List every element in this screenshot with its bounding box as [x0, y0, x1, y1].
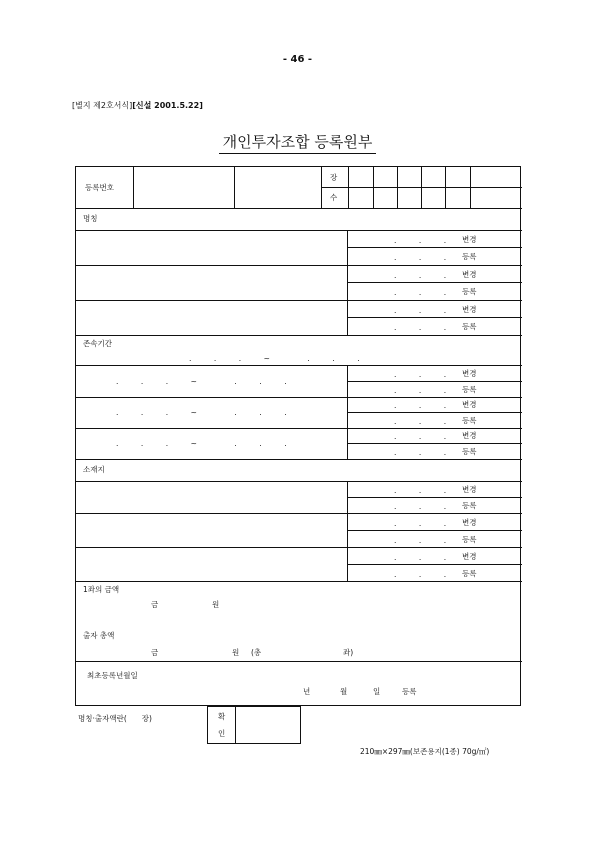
duration-label: 존속기간 [83, 339, 112, 348]
duration-range: . . . ~ . . . [116, 377, 287, 386]
unit-amount-label: 1좌의 금액 [83, 585, 120, 594]
duration-range: . . . ~ . . . [189, 354, 360, 363]
divider [347, 317, 522, 318]
divider [347, 412, 522, 413]
divider [76, 428, 522, 429]
date-dots: . . . [394, 236, 447, 245]
reg-no-label: 등록번호 [85, 183, 114, 192]
divider [76, 230, 522, 231]
name-amount-sheets-label: 명칭·출자액란( 장) [78, 714, 152, 723]
sheets-label-1: 장 [330, 173, 338, 182]
first-reg-day: 일 [373, 687, 381, 696]
divider [321, 187, 522, 188]
divider [133, 167, 134, 208]
divider [347, 564, 522, 565]
unit-amount-currency: 원 [212, 600, 220, 609]
date-dots: . . . [394, 486, 447, 495]
confirm-box [207, 706, 301, 744]
register-label: 등록 [462, 501, 477, 510]
date-dots: . . . [394, 271, 447, 280]
divider [76, 335, 522, 336]
divider [76, 459, 522, 460]
divider [347, 247, 522, 248]
register-label: 등록 [462, 535, 477, 544]
change-label: 변경 [462, 305, 477, 314]
divider [235, 707, 236, 743]
total-amount-label: 출자 총액 [83, 631, 115, 640]
divider [76, 300, 522, 301]
divider [347, 443, 522, 444]
date-dots: . . . [394, 519, 447, 528]
date-dots: . . . [394, 306, 447, 315]
divider [347, 530, 522, 531]
total-amount-won: 금 [151, 648, 159, 657]
divider [347, 381, 522, 382]
date-dots: . . . [394, 401, 447, 410]
divider [76, 208, 522, 209]
register-label: 등록 [462, 416, 477, 425]
date-dots: . . . [394, 570, 447, 579]
divider [347, 497, 522, 498]
date-dots: . . . [394, 502, 447, 511]
change-label: 변경 [462, 235, 477, 244]
date-dots: . . . [394, 253, 447, 262]
register-label: 등록 [462, 447, 477, 456]
form-tag [72, 100, 203, 111]
total-units-close: 좌) [343, 648, 354, 657]
change-label: 변경 [462, 431, 477, 440]
date-dots: . . . [394, 417, 447, 426]
form-tag-prefix: [별지 제2호서식] [72, 101, 133, 110]
first-reg-label: 최초등록년월일 [87, 671, 138, 680]
change-label: 변경 [462, 400, 477, 409]
date-dots: . . . [394, 323, 447, 332]
page-number: - 46 - [282, 54, 313, 65]
unit-amount-won: 금 [151, 600, 159, 609]
registration-form [75, 166, 521, 706]
divider [347, 282, 522, 283]
date-dots: . . . [394, 386, 447, 395]
form-title-text: 개인투자조합 등록원부 [219, 133, 377, 154]
total-amount-currency: 원 [232, 648, 240, 657]
paper-spec-footer: 210㎜×297㎜(보존용지(1종) 70g/㎡) [360, 747, 490, 756]
change-label: 변경 [462, 485, 477, 494]
register-label: 등록 [462, 252, 477, 261]
first-reg-suffix: 등록 [402, 687, 417, 696]
divider [76, 481, 522, 482]
date-dots: . . . [394, 432, 447, 441]
register-label: 등록 [462, 287, 477, 296]
divider [76, 581, 522, 582]
divider [76, 547, 522, 548]
name-label: 명칭 [83, 214, 98, 223]
duration-range: . . . ~ . . . [116, 439, 287, 448]
duration-range: . . . ~ . . . [116, 408, 287, 417]
divider [76, 397, 522, 398]
register-label: 등록 [462, 322, 477, 331]
change-label: 변경 [462, 518, 477, 527]
date-dots: . . . [394, 536, 447, 545]
date-dots: . . . [394, 448, 447, 457]
date-dots: . . . [394, 288, 447, 297]
divider [347, 481, 348, 581]
change-label: 변경 [462, 552, 477, 561]
confirm-label-1: 확 [218, 712, 226, 721]
divider [76, 661, 522, 662]
first-reg-month: 월 [340, 687, 348, 696]
location-label: 소재지 [83, 465, 105, 474]
form-tag-new: [신설 2001.5.22] [132, 101, 203, 110]
date-dots: . . . [394, 553, 447, 562]
change-label: 변경 [462, 270, 477, 279]
confirm-label-2: 인 [218, 729, 226, 738]
divider [76, 265, 522, 266]
divider [234, 167, 235, 208]
first-reg-year: 년 [303, 687, 311, 696]
register-label: 등록 [462, 385, 477, 394]
divider [76, 513, 522, 514]
sheets-label-2: 수 [330, 193, 338, 202]
change-label: 변경 [462, 369, 477, 378]
form-title [0, 131, 595, 152]
register-label: 등록 [462, 569, 477, 578]
divider [76, 365, 522, 366]
total-units-open: (총 [251, 648, 262, 657]
date-dots: . . . [394, 370, 447, 379]
